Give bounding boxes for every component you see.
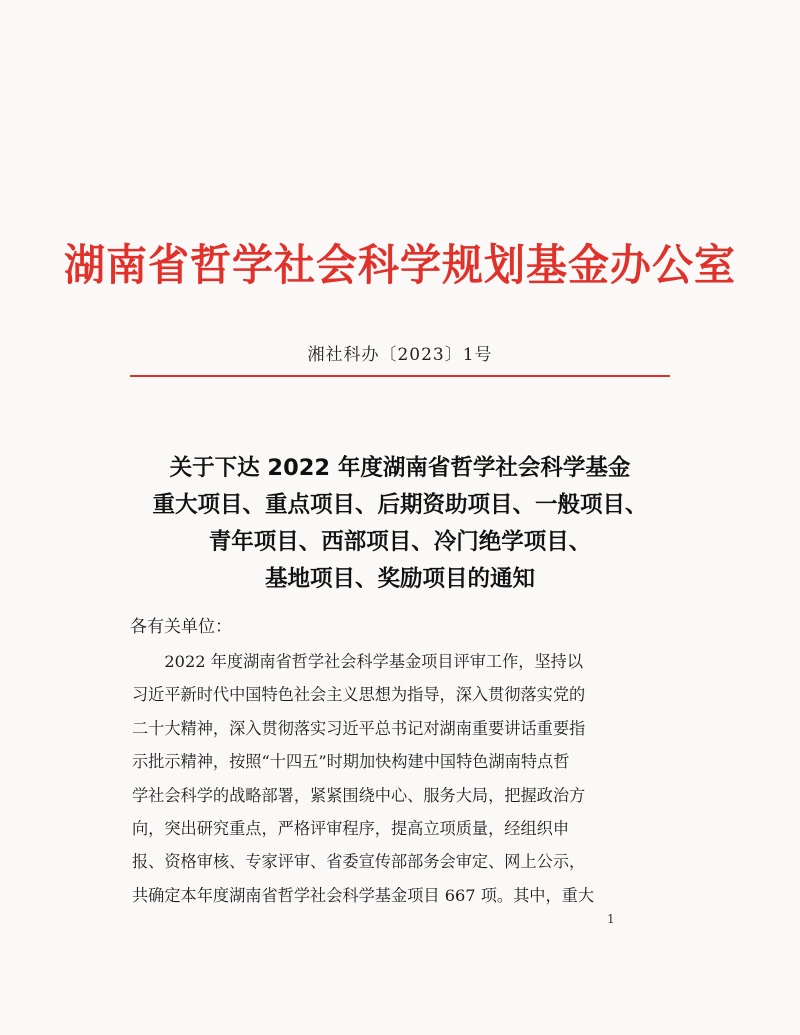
document-number: 湘社科办〔2023〕1号 — [307, 345, 493, 365]
title-line: 关于下达 2022 年度湖南省哲学社会科学基金 — [169, 455, 631, 481]
title-line: 基地项目、奖励项目的通知 — [264, 566, 535, 592]
body-paragraph — [132, 645, 672, 912]
body-line: 学社会科学的战略部署，紧紧围绕中心、服务大局，把握政治方 — [132, 785, 586, 805]
title-line: 青年项目、西部项目、冷门绝学项目、 — [208, 529, 592, 555]
body-line: 习近平新时代中国特色社会主义思想为指导，深入贯彻落实党的 — [132, 685, 586, 705]
body-line: 2022 年度湖南省哲学社会科学基金项目评审工作，坚持以 — [132, 652, 584, 671]
body-line: 二十大精神，深入贯彻落实习近平总书记对湖南重要讲话重要指 — [132, 718, 586, 738]
body-line: 向，突出研究重点，严格评审程序，提高立项质量，经组织申 — [132, 819, 570, 839]
letterhead-red-rule — [130, 375, 670, 377]
document-title — [110, 450, 690, 598]
title-line: 重大项目、重点项目、后期资助项目、一般项目、 — [152, 492, 648, 518]
body-line: 示批示精神，按照“十四五”时期加快构建中国特色湖南特点哲 — [132, 752, 570, 772]
page-number: 1 — [607, 912, 615, 926]
salutation: 各有关单位： — [130, 617, 232, 637]
letterhead-org-name: 湖南省哲学社会科学规划基金办公室 — [64, 239, 736, 291]
body-line: 报、资格审核、专家评审、省委宣传部部务会审定、网上公示， — [132, 852, 586, 872]
body-line: 共确定本年度湖南省哲学社会科学基金项目 667 项。其中，重大 — [132, 885, 595, 905]
